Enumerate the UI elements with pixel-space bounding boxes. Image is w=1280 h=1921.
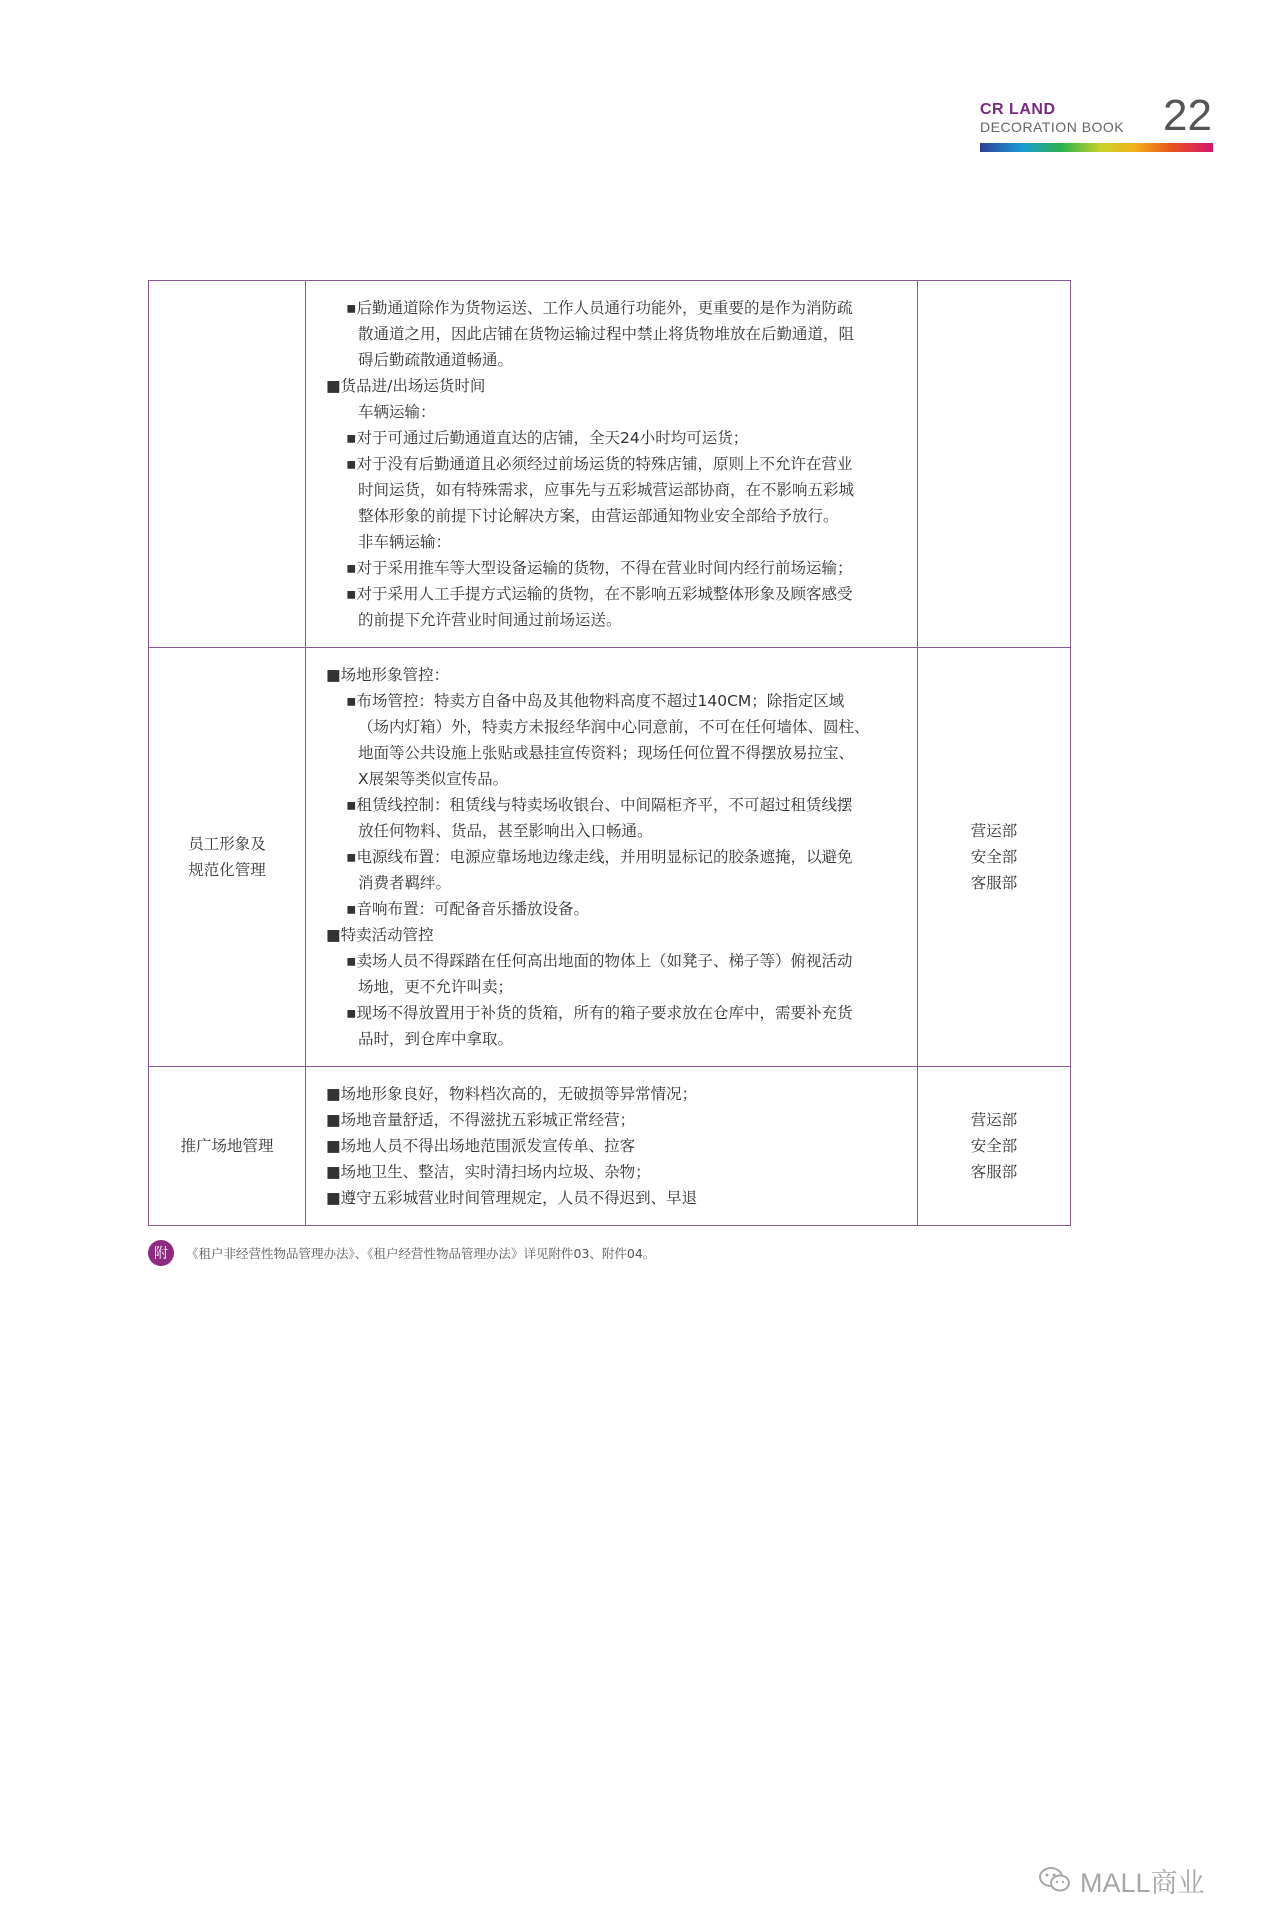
department-label: 客服部 (970, 1163, 1018, 1181)
content-line: ▪对于采用人工手提方式运输的货物，在不影响五彩城整体形象及顾客感受 (346, 585, 853, 603)
department-cell (918, 1067, 1071, 1226)
category-cell (149, 1067, 306, 1226)
brand-subtitle: DECORATION BOOK (980, 119, 1125, 135)
department-label: 安全部 (970, 848, 1018, 866)
rainbow-bar (980, 143, 1213, 152)
content-line: ■场地形象管控： (326, 666, 450, 684)
department-label: 营运部 (970, 1111, 1018, 1129)
footnote-text: 《租户非经营性物品管理办法》、《租户经营性物品管理办法》详见附件03、附件04。 (186, 1246, 656, 1261)
content-line: 放任何物料、货品，甚至影响出入口畅通。 (358, 822, 653, 840)
content-line: ■场地音量舒适，不得滋扰五彩城正常经营； (326, 1111, 636, 1129)
category-label: 员工形象及 (188, 835, 266, 853)
content-lines (326, 662, 899, 1052)
content-line: ▪租赁线控制：租赁线与特卖场收银台、中间隔柜齐平，不可超过租赁线摆 (346, 796, 853, 814)
content-line: X展架等类似宣传品。 (358, 770, 509, 788)
attachment-badge: 附 (148, 1240, 174, 1266)
content-line: ▪现场不得放置用于补货的货箱，所有的箱子要求放在仓库中，需要补充货 (346, 1004, 853, 1022)
content-line: 碍后勤疏散通道畅通。 (358, 351, 514, 369)
category-cell (149, 281, 306, 648)
content-line: ▪对于没有后勤通道且必须经过前场运货的特殊店铺，原则上不允许在营业 (346, 455, 853, 473)
department-label: 营运部 (970, 822, 1018, 840)
content-line: 非车辆运输： (358, 533, 452, 551)
content-line: 时间运货，如有特殊需求，应事先与五彩城营运部协商，在不影响五彩城 (358, 481, 855, 499)
content-line: ■遵守五彩城营业时间管理规定，人员不得迟到、早退 (326, 1189, 698, 1207)
content-line: （场内灯箱）外，特卖方未报经华润中心同意前，不可在任何墙体、圆柱、 (358, 718, 870, 736)
content-cell (306, 281, 918, 648)
wechat-icon (1038, 1866, 1072, 1894)
table-row (149, 1067, 1071, 1226)
department-cell (918, 648, 1071, 1067)
department-cell (918, 281, 1071, 648)
table-row (149, 648, 1071, 1067)
content-line: ▪布场管控：特卖方自备中岛及其他物料高度不超过140CM；除指定区域 (346, 692, 845, 710)
category-cell (149, 648, 306, 1067)
page-number: 22 (1163, 91, 1212, 140)
department-label: 安全部 (970, 1137, 1018, 1155)
content-line: ▪电源线布置：电源应靠场地边缘走线，并用明显标记的胶条遮掩，以避免 (346, 848, 853, 866)
content-line: 地面等公共设施上张贴或悬挂宣传资料；现场任何位置不得摆放易拉宝、 (358, 744, 855, 762)
content-line: ▪对于采用推车等大型设备运输的货物，不得在营业时间内经行前场运输； (346, 559, 853, 577)
content-line: ■货品进/出场运货时间 (326, 377, 486, 395)
content-line: 品时，到仓库中拿取。 (358, 1030, 514, 1048)
page-header (980, 91, 1220, 165)
content-line: ■特卖活动管控 (326, 926, 434, 944)
content-lines (326, 295, 899, 633)
brand-title: CR LAND (980, 101, 1056, 118)
content-line: ▪卖场人员不得踩踏在任何高出地面的物体上（如凳子、梯子等）俯视活动 (346, 952, 853, 970)
footnote (148, 1240, 655, 1266)
watermark-text: MALL商业 (1080, 1867, 1205, 1898)
content-line: ▪后勤通道除作为货物运送、工作人员通行功能外，更重要的是作为消防疏 (346, 299, 853, 317)
department-label: 客服部 (970, 874, 1018, 892)
content-line: ■场地形象良好，物料档次高的，无破损等异常情况； (326, 1085, 698, 1103)
content-line: ▪音响布置：可配备音乐播放设备。 (346, 900, 590, 918)
category-label: 规范化管理 (188, 861, 266, 879)
content-line: 整体形象的前提下讨论解决方案，由营运部通知物业安全部给予放行。 (358, 507, 839, 525)
content-line: 消费者羁绊。 (358, 874, 452, 892)
category-label: 推广场地管理 (180, 1137, 274, 1155)
table-row (149, 281, 1071, 648)
content-line: 车辆运输： (358, 403, 436, 421)
management-table (148, 280, 1071, 1226)
content-cell (306, 1067, 918, 1226)
watermark (1038, 1862, 1205, 1898)
content-line: ■场地卫生、整洁，实时清扫场内垃圾、杂物； (326, 1163, 651, 1181)
content-lines (326, 1081, 899, 1211)
content-cell (306, 648, 918, 1067)
content-line: 的前提下允许营业时间通过前场运送。 (358, 611, 622, 629)
content-line: ■场地人员不得出场地范围派发宣传单、拉客 (326, 1137, 636, 1155)
content-line: ▪对于可通过后勤通道直达的店铺，全天24小时均可运货； (346, 429, 749, 447)
content-line: 散通道之用，因此店铺在货物运输过程中禁止将货物堆放在后勤通道，阻 (358, 325, 855, 343)
content-line: 场地，更不允许叫卖； (358, 978, 514, 996)
